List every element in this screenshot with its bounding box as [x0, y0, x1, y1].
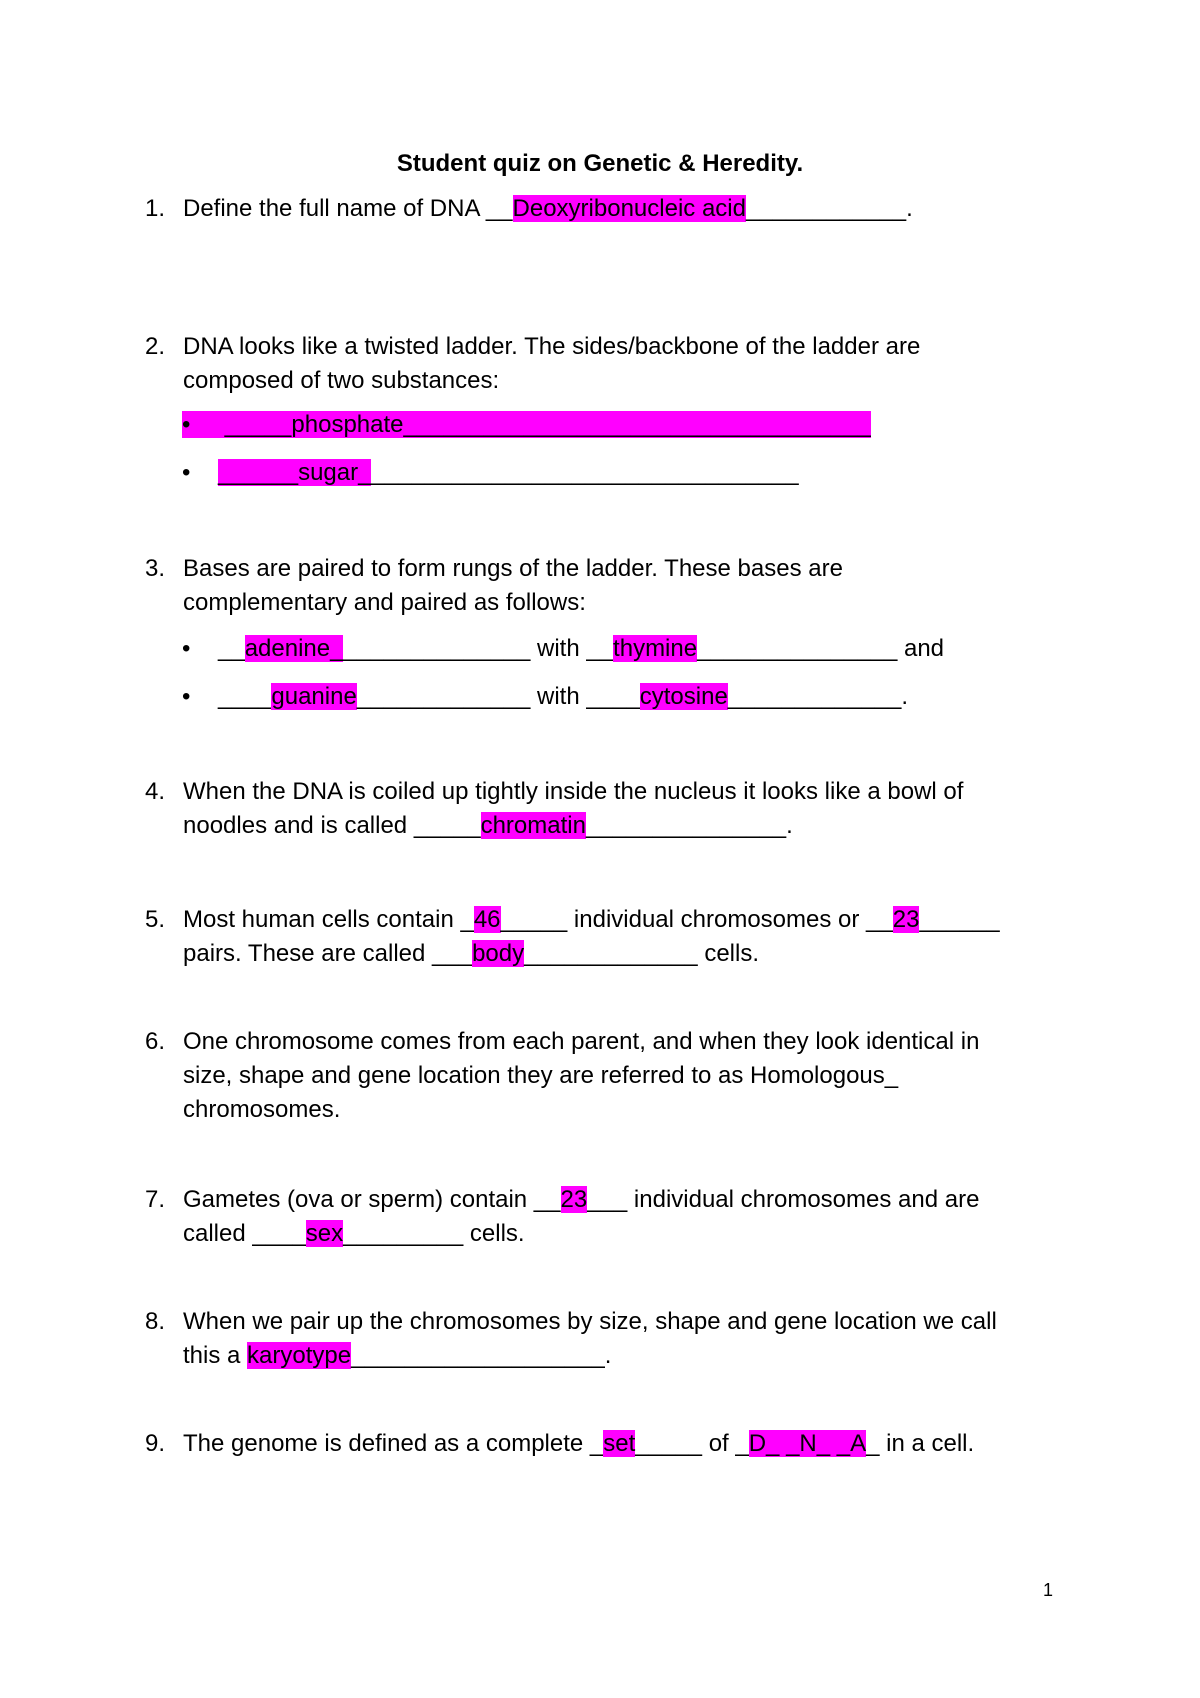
highlighted-segment: [182, 411, 871, 438]
question-text: _____________ cells.: [524, 940, 759, 967]
question-body: [183, 903, 1073, 971]
question-line: [183, 1183, 1073, 1217]
answer-highlight: chromatin: [480, 812, 586, 839]
question-line: Bases are paired to form rungs of the ladder. These bases are: [183, 555, 843, 582]
question-text: Most human cells contain _: [183, 906, 474, 933]
question-text: _______________ and: [697, 635, 945, 662]
answer-highlight: set: [603, 1430, 636, 1457]
blank-line: _____: [218, 411, 292, 438]
answer-highlight: karyotype: [247, 1342, 352, 1369]
question-body: [183, 1183, 1073, 1251]
question-text: _____ of _: [635, 1430, 749, 1457]
question-body: [183, 1025, 1073, 1127]
question-line: [183, 809, 1073, 843]
question-number: 9.: [145, 1430, 166, 1457]
question-body: [183, 775, 1073, 843]
blank-line: ______: [919, 906, 1000, 933]
bullet-item: [182, 456, 799, 490]
question-line: composed of two substances:: [183, 367, 500, 394]
question-text: Gametes (ova or sperm) contain __: [183, 1186, 561, 1213]
question-body: [183, 552, 1073, 620]
question-text: ______________ with __: [343, 635, 614, 662]
answer-highlight: cytosine: [639, 683, 728, 710]
answer-highlight: 23: [560, 1186, 588, 1213]
page-number: 1: [1043, 1580, 1054, 1600]
answer-highlight: thymine: [613, 635, 698, 662]
question-text: called ____: [183, 1220, 306, 1247]
question-body: [183, 330, 1073, 398]
answer-highlight: phosphate: [291, 411, 404, 438]
question-text: _________ cells.: [343, 1220, 525, 1247]
question-line: chromosomes.: [183, 1096, 341, 1123]
question-line: [183, 1339, 1073, 1373]
bullet-icon: •: [182, 459, 191, 486]
question-number: 8.: [145, 1308, 166, 1335]
bullet-icon: •: [182, 411, 191, 438]
question-text: The genome is defined as a complete _: [183, 1430, 604, 1457]
bullet-icon: •: [182, 635, 191, 662]
question-number: 5.: [145, 906, 166, 933]
answer-highlight: sex: [305, 1220, 344, 1247]
question-number: 7.: [145, 1186, 166, 1213]
question-line: size, shape and gene location they are referred to as Homologous_: [183, 1062, 899, 1089]
question-text: this a: [183, 1342, 248, 1369]
question-text: pairs. These are called ___: [183, 940, 473, 967]
question-line: [183, 903, 1073, 937]
answer-highlight: guanine: [271, 683, 357, 710]
answer-highlight: ______sugar_: [218, 459, 372, 486]
question-number: 3.: [145, 555, 166, 582]
question-text: _____________.: [727, 683, 908, 710]
question-text: noodles and is called _____: [183, 812, 481, 839]
question-line: DNA looks like a twisted ladder. The sides/backbone of the ladder are: [183, 333, 921, 360]
question-line: complementary and paired as follows:: [183, 589, 586, 616]
answer-highlight: adenine_: [244, 635, 344, 662]
blank-line: _______________.: [585, 812, 793, 839]
answer-highlight: 46: [473, 906, 501, 933]
question-line: [183, 1217, 1073, 1251]
bullet-icon: •: [182, 683, 191, 710]
question-body: [183, 1305, 1073, 1373]
bullet-item: [182, 632, 944, 666]
answer-highlight: 23: [892, 906, 920, 933]
blank-line: ___________________________________: [403, 411, 871, 438]
question-line: When the DNA is coiled up tightly inside the nucleus it looks like a bowl of: [183, 778, 964, 805]
answer-highlight: D_ _N_ _A: [748, 1430, 867, 1457]
question-line: [183, 1427, 1073, 1461]
question-body: [183, 192, 1073, 226]
question-number: 4.: [145, 778, 166, 805]
answer-highlight: body: [472, 940, 525, 967]
answer-highlight: Deoxyribonucleic acid: [512, 195, 746, 222]
blank-line: ___________________.: [351, 1342, 612, 1369]
question-text: Define the full name of DNA __: [183, 195, 513, 222]
blank-line: ____________.: [745, 195, 913, 222]
question-number: 1.: [145, 195, 166, 222]
question-number: 2.: [145, 333, 166, 360]
question-body: [183, 1427, 1073, 1461]
blank-line: __: [218, 635, 245, 662]
question-line: [183, 937, 1073, 971]
bullet-item: [182, 680, 908, 714]
blank-line: ________________________________: [371, 459, 799, 486]
quiz-title: Student quiz on Genetic & Heredity.: [396, 150, 804, 177]
blank-line: ____: [218, 683, 272, 710]
question-text: _____ individual chromosomes or __: [500, 906, 893, 933]
question-text: _ in a cell.: [866, 1430, 975, 1457]
question-line: When we pair up the chromosomes by size, shape and gene location we call: [183, 1308, 997, 1335]
question-text: ___ individual chromosomes and are: [587, 1186, 980, 1213]
question-text: _____________ with ____: [356, 683, 640, 710]
question-line: One chromosome comes from each parent, and when they look identical in: [183, 1028, 980, 1055]
question-number: 6.: [145, 1028, 166, 1055]
bullet-item: [182, 408, 871, 442]
question-line: [183, 192, 1073, 226]
